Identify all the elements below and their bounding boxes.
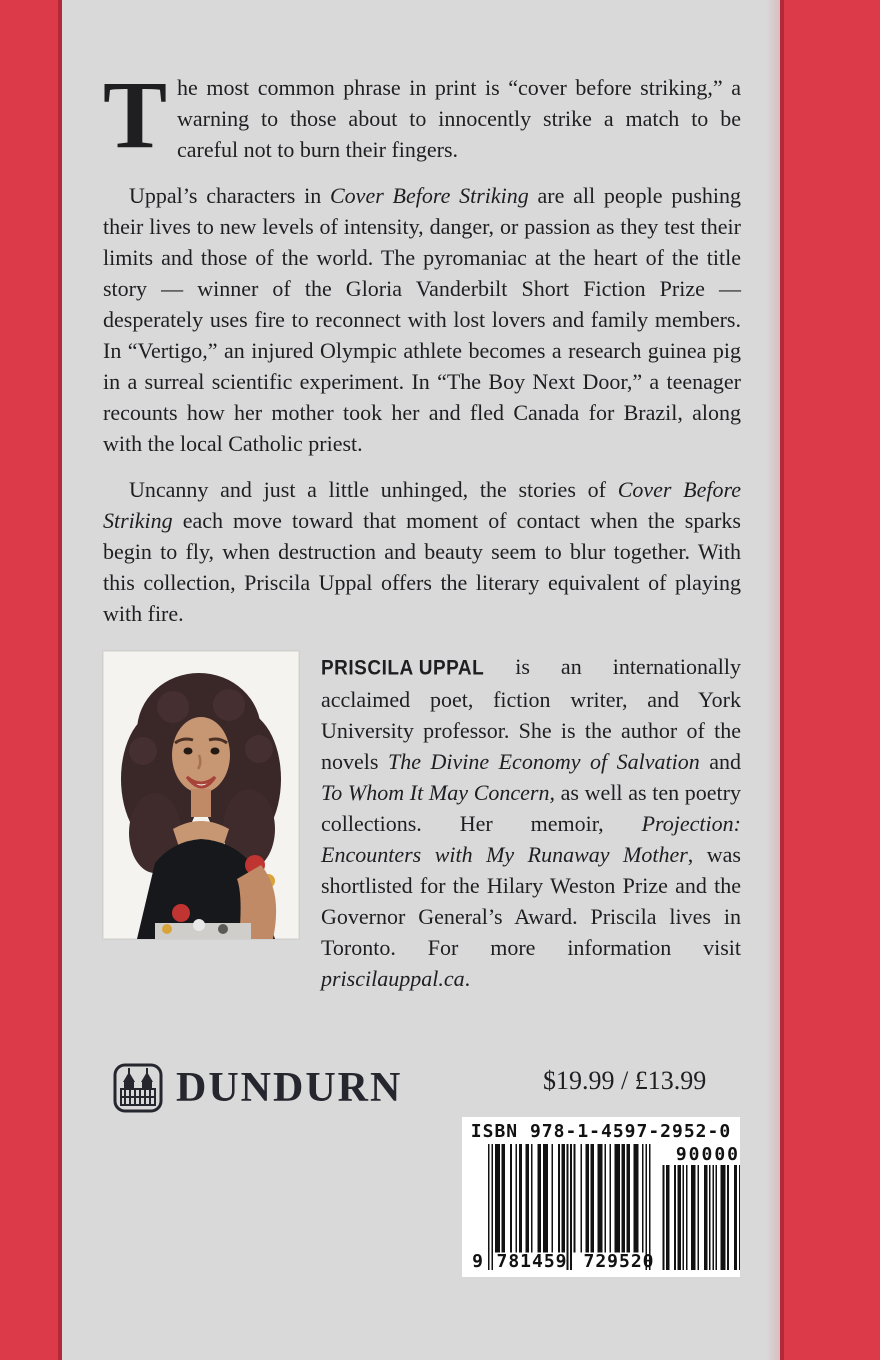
barcode-row — [462, 1144, 740, 1270]
author-portrait-illustration — [103, 651, 299, 939]
author-bio-section — [103, 651, 741, 994]
drop-cap: T — [103, 61, 168, 168]
publisher-name: DUNDURN — [176, 1065, 403, 1111]
synopsis-paragraph-1 — [103, 180, 741, 459]
price-text: $19.99 / £13.99 — [543, 1066, 707, 1095]
isbn-barcode-block — [462, 1117, 740, 1277]
author-bio-text — [321, 651, 741, 994]
bio-book-title-1: The Divine Economy of Salvation — [387, 749, 700, 774]
bio-seg1: is an internationally acclaimed poet, fiction writer, and York University professor. She is the author of the novels — [321, 654, 741, 774]
barcode-digits-right-group: 729520 — [583, 1251, 655, 1272]
ean5-addon-barcode — [661, 1144, 740, 1270]
bio-book-title-3: Projection: Encounters with My Runaway Mother — [321, 811, 741, 867]
bio-seg2: and — [699, 749, 741, 774]
synopsis2-pre: Uncanny and just a little unhinged, the stories of — [129, 477, 618, 502]
intro-paragraph — [103, 61, 741, 168]
bio-book-title-2: To Whom It May Concern, — [321, 780, 555, 805]
addon-digits: 90000 — [675, 1144, 740, 1165]
author-photo — [103, 651, 299, 939]
synopsis2-post: each move toward that moment of contact when the sparks begin to fly, when destruction and beauty seem to blur together. With this collection, Priscila Uppal offers the literary equivalent of playing with fire. — [103, 508, 741, 626]
back-cover-text-block — [103, 61, 742, 994]
red-wrap-band-right — [780, 0, 880, 1360]
synopsis1-pre: Uppal’s characters in — [129, 183, 330, 208]
addon-bars — [661, 1165, 740, 1270]
bio-website: priscilauppal.ca — [321, 966, 465, 991]
synopsis-paragraph-2 — [103, 474, 741, 629]
intro-paragraph-text: he most common phrase in print is “cover before striking,” a warning to those about to innocently strike a match to be careful not to burn their fingers. — [177, 75, 741, 162]
panel-edge-shade — [766, 0, 780, 1360]
bio-seg5: . — [464, 966, 471, 991]
dundurn-castle-icon — [112, 1062, 164, 1114]
bio-seg4: , was shortlisted for the Hilary Weston Prize and the Governor General’s Award. Priscila lives in Toronto. For more information visit — [321, 842, 741, 960]
book-title-italic: Cover Before Striking — [330, 183, 529, 208]
red-spine-band-left — [0, 0, 62, 1360]
bio-seg3: as well as ten poetry collections. Her memoir, — [321, 780, 741, 836]
isbn-number: ISBN 978-1-4597-2952-0 — [470, 1121, 732, 1142]
book-title-italic: Cover Before Striking — [103, 477, 742, 533]
synopsis1-post: are all people pushing their lives to new levels of intensity, danger, or passion as they test their limits and those of the world. The pyromaniac at the heart of the title story — winner of the Gloria Vanderbilt Short Fiction Prize — desperately uses fire to reconnect with lost lovers and family members. In “Vertigo,” an injured Olympic athlete becomes a research guinea pig in a surreal scientific experiment. In “The Boy Next Door,” a teenager recounts how her mother took her and fled Canada for Brazil, along with the local Catholic priest. — [103, 183, 741, 456]
barcode-digits-left-group: 781459 — [496, 1251, 568, 1272]
publisher-logo — [112, 1062, 402, 1114]
barcode-digit-lead: 9 — [472, 1251, 484, 1272]
author-name: PRISCILA UPPAL — [321, 656, 485, 681]
ean13-barcode — [472, 1144, 655, 1272]
